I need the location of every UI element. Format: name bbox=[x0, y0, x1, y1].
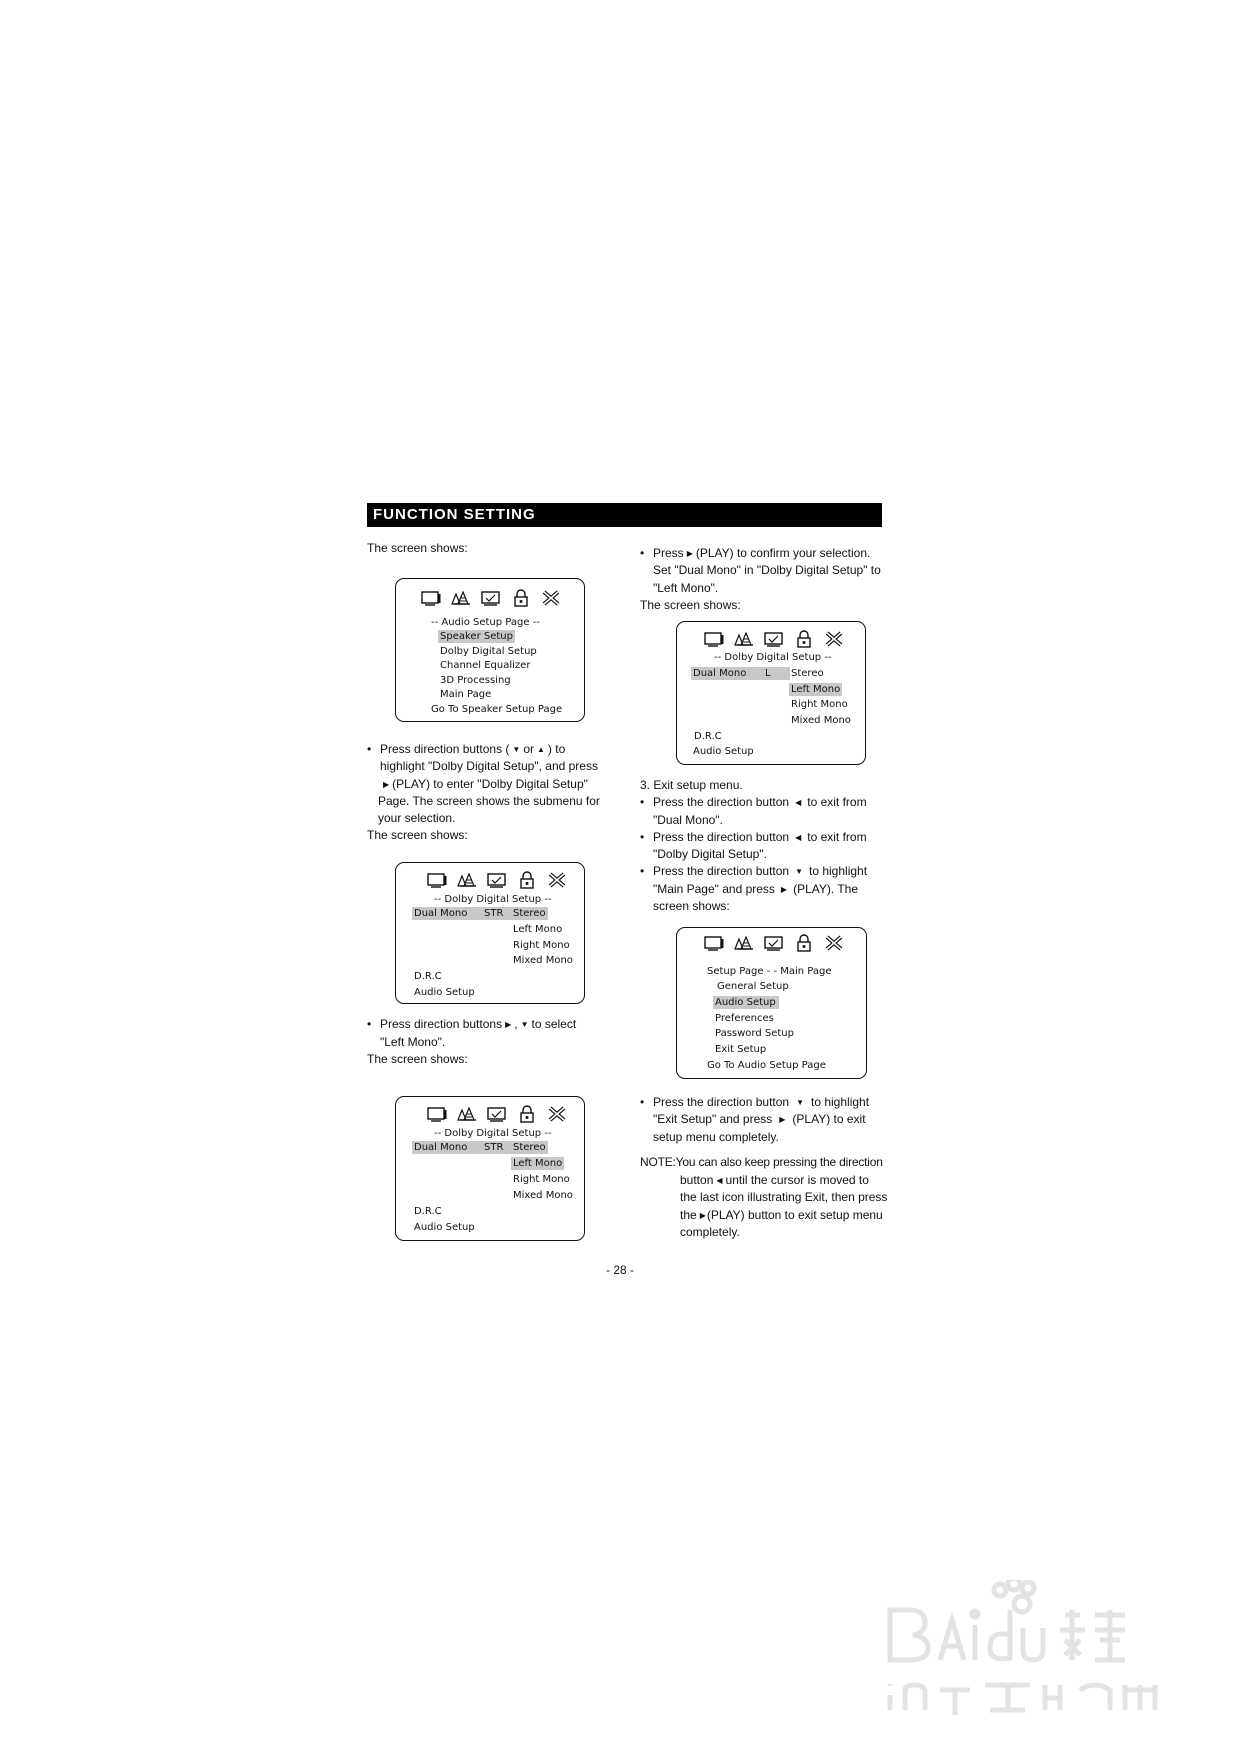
note-line: completely. bbox=[680, 1225, 740, 1239]
osd-screen-audio-setup bbox=[395, 578, 585, 722]
play-arrow-icon: ▶ bbox=[779, 1115, 786, 1125]
osd-row-label[interactable]: Dual Mono bbox=[414, 908, 468, 919]
osd-menu-footer: Audio Setup bbox=[693, 746, 754, 757]
osd-screen-dolby-digital bbox=[395, 862, 585, 1004]
osd-menu-item[interactable]: Channel Equalizer bbox=[440, 660, 531, 671]
lock-icon bbox=[516, 1105, 538, 1123]
bullet-marker: • bbox=[640, 830, 645, 844]
screen-shows-text: The screen shows: bbox=[640, 598, 741, 612]
speaker-icon bbox=[733, 630, 755, 648]
osd-row-value: STR bbox=[484, 908, 504, 919]
lock-icon bbox=[793, 630, 815, 648]
bullet-marker: • bbox=[640, 546, 645, 560]
instruction-line bbox=[653, 1094, 869, 1111]
play-arrow-icon: ▶ bbox=[780, 885, 788, 895]
osd-menu-title: -- Dolby Digital Setup -- bbox=[434, 1128, 552, 1139]
instruction-text: "Main Page" and press bbox=[653, 882, 775, 896]
osd-menu-item[interactable]: Audio Setup bbox=[713, 996, 779, 1009]
osd-menu-footer: Go To Speaker Setup Page bbox=[431, 704, 563, 715]
note-text: until the cursor is moved to bbox=[725, 1173, 869, 1187]
osd-row-value: STR bbox=[484, 1142, 504, 1153]
preferences-icon bbox=[763, 630, 785, 648]
down-arrow-icon: ▼ bbox=[796, 1098, 804, 1108]
instruction-text: to highlight bbox=[809, 864, 868, 878]
instruction-text: Press direction buttons ( bbox=[380, 742, 510, 756]
play-arrow-icon: ▶ bbox=[505, 1020, 512, 1030]
preferences-icon bbox=[480, 589, 502, 607]
instruction-line bbox=[653, 1111, 866, 1128]
osd-screen-main-page bbox=[676, 927, 867, 1079]
note-text: the bbox=[680, 1208, 697, 1222]
instruction-text: Press the direction button bbox=[653, 1095, 790, 1109]
osd-option[interactable]: Right Mono bbox=[791, 699, 848, 710]
bullet-marker: • bbox=[367, 742, 372, 756]
note-line bbox=[680, 1207, 883, 1224]
instruction-text: (PLAY) to confirm your selection. bbox=[695, 546, 871, 560]
speaker-icon bbox=[450, 589, 472, 607]
left-arrow-icon: ◀ bbox=[716, 1176, 723, 1186]
osd-icon-bar bbox=[703, 630, 845, 648]
instruction-line: "Dual Mono". bbox=[653, 813, 723, 827]
instruction-text: to exit from bbox=[807, 795, 867, 809]
instruction-line: Set "Dual Mono" in "Dolby Digital Setup" to bbox=[653, 563, 881, 577]
instruction-line bbox=[653, 545, 870, 562]
osd-menu-item[interactable]: Password Setup bbox=[715, 1028, 794, 1039]
osd-menu-title: Setup Page - - Main Page bbox=[707, 966, 832, 977]
tv-icon bbox=[420, 589, 442, 607]
baidu-watermark-logo bbox=[880, 1580, 1180, 1720]
osd-menu-item[interactable]: Speaker Setup bbox=[440, 631, 513, 642]
down-arrow-icon: ▼ bbox=[512, 745, 521, 755]
note-line: the last icon illustrating Exit, then press bbox=[680, 1190, 888, 1204]
instruction-text: (PLAY) to exit bbox=[792, 1112, 866, 1126]
down-arrow-icon: ▼ bbox=[795, 867, 803, 877]
osd-drc-label[interactable]: D.R.C bbox=[414, 1206, 442, 1217]
osd-menu-title: -- Audio Setup Page -- bbox=[431, 617, 540, 628]
osd-option[interactable]: Mixed Mono bbox=[513, 1190, 573, 1201]
osd-icon-bar bbox=[426, 871, 568, 889]
instruction-text: ) to bbox=[547, 742, 566, 756]
exit-icon bbox=[823, 934, 845, 952]
instruction-text: to select bbox=[531, 1017, 577, 1031]
osd-menu-footer: Audio Setup bbox=[414, 1222, 475, 1233]
osd-icon-bar bbox=[426, 1105, 568, 1123]
instruction-line bbox=[380, 1016, 576, 1033]
tv-icon bbox=[426, 871, 448, 889]
osd-icon-bar bbox=[703, 934, 845, 952]
osd-menu-item[interactable]: General Setup bbox=[717, 981, 789, 992]
osd-option[interactable]: Right Mono bbox=[513, 940, 570, 951]
instruction-text: to exit from bbox=[807, 830, 867, 844]
instruction-text: "Exit Setup" and press bbox=[653, 1112, 773, 1126]
instruction-line bbox=[653, 881, 858, 898]
page-number: - 28 - bbox=[605, 1263, 634, 1277]
instruction-line bbox=[653, 863, 867, 880]
osd-menu-item[interactable]: Preferences bbox=[715, 1013, 774, 1024]
instruction-line bbox=[653, 829, 867, 846]
osd-row-label[interactable]: Dual Mono bbox=[414, 1142, 468, 1153]
osd-menu-footer: Go To Audio Setup Page bbox=[707, 1060, 826, 1071]
instruction-line bbox=[380, 776, 588, 793]
exit-icon bbox=[546, 871, 568, 889]
instruction-line: "Left Mono". bbox=[380, 1035, 446, 1049]
down-arrow-icon: ▼ bbox=[520, 1020, 529, 1030]
instruction-line: Page. The screen shows the submenu for bbox=[378, 794, 600, 808]
up-arrow-icon: ▲ bbox=[537, 745, 545, 755]
osd-option[interactable]: Stereo bbox=[791, 668, 824, 679]
screen-shows-text: The screen shows: bbox=[367, 828, 468, 842]
tv-icon bbox=[703, 934, 725, 952]
speaker-icon bbox=[456, 1105, 478, 1123]
left-arrow-icon: ◀ bbox=[795, 798, 802, 808]
instruction-line bbox=[653, 794, 867, 811]
osd-screen-dolby-digital-confirmed bbox=[676, 621, 866, 765]
lock-icon bbox=[793, 934, 815, 952]
tv-icon bbox=[703, 630, 725, 648]
instruction-text: Press the direction button bbox=[653, 795, 790, 809]
section-title: FUNCTION SETTING bbox=[367, 503, 882, 527]
instruction-text: , bbox=[514, 1017, 518, 1031]
instruction-text: Press the direction button bbox=[653, 830, 790, 844]
screen-shows-text: The screen shows: bbox=[367, 1052, 468, 1066]
osd-option[interactable]: Left Mono bbox=[513, 1158, 563, 1169]
bullet-marker: • bbox=[640, 1095, 645, 1109]
tv-icon bbox=[426, 1105, 448, 1123]
lock-icon bbox=[516, 871, 538, 889]
lock-icon bbox=[510, 589, 532, 607]
step-heading: 3. Exit setup menu. bbox=[640, 778, 743, 792]
left-arrow-icon: ◀ bbox=[795, 833, 802, 843]
instruction-line: "Dolby Digital Setup". bbox=[653, 847, 767, 861]
preferences-icon bbox=[486, 871, 508, 889]
instruction-line: screen shows: bbox=[653, 899, 730, 913]
osd-menu-footer: Audio Setup bbox=[414, 987, 475, 998]
bullet-marker: • bbox=[640, 864, 645, 878]
note-text: (PLAY) button to exit setup menu bbox=[706, 1208, 883, 1222]
instruction-text: (PLAY) to enter "Dolby Digital Setup" bbox=[392, 777, 588, 791]
osd-menu-title: -- Dolby Digital Setup -- bbox=[714, 652, 832, 663]
instruction-text: Press the direction button bbox=[653, 864, 790, 878]
preferences-icon bbox=[763, 934, 785, 952]
play-arrow-icon: ▶ bbox=[383, 780, 390, 790]
note-text: button bbox=[680, 1173, 714, 1187]
osd-menu-item[interactable]: Dolby Digital Setup bbox=[440, 646, 537, 657]
note-line: NOTE:You can also keep pressing the direction bbox=[640, 1155, 883, 1169]
osd-menu-item[interactable]: 3D Processing bbox=[440, 675, 511, 686]
instruction-text: (PLAY). The bbox=[793, 882, 858, 896]
instruction-line: "Left Mono". bbox=[653, 581, 719, 595]
instruction-line: your selection. bbox=[378, 811, 456, 825]
osd-menu-title: -- Dolby Digital Setup -- bbox=[434, 894, 552, 905]
speaker-icon bbox=[456, 871, 478, 889]
bullet-marker: • bbox=[367, 1017, 372, 1031]
preferences-icon bbox=[486, 1105, 508, 1123]
osd-option[interactable]: Stereo bbox=[511, 1141, 548, 1154]
osd-option[interactable]: Left Mono bbox=[513, 924, 563, 935]
play-arrow-icon: ▶ bbox=[686, 549, 693, 559]
instruction-line: highlight "Dolby Digital Setup", and press bbox=[380, 759, 598, 773]
osd-option[interactable]: Mixed Mono bbox=[791, 715, 851, 726]
exit-icon bbox=[823, 630, 845, 648]
osd-icon-bar bbox=[420, 589, 562, 607]
osd-option[interactable]: Stereo bbox=[511, 907, 548, 920]
speaker-icon bbox=[733, 934, 755, 952]
osd-menu-item[interactable]: Main Page bbox=[440, 689, 492, 700]
instruction-line bbox=[380, 741, 565, 758]
instruction-text: Press direction buttons bbox=[380, 1017, 503, 1031]
intro-text: The screen shows: bbox=[367, 541, 468, 555]
osd-menu-item[interactable]: Exit Setup bbox=[715, 1044, 767, 1055]
osd-option[interactable]: Right Mono bbox=[513, 1174, 570, 1185]
play-arrow-icon: ▶ bbox=[699, 1211, 706, 1221]
osd-screen-dolby-digital-left-mono bbox=[395, 1096, 585, 1241]
instruction-line: setup menu completely. bbox=[653, 1130, 779, 1144]
instruction-text: Press bbox=[653, 546, 684, 560]
osd-option[interactable]: Left Mono bbox=[791, 684, 841, 695]
note-line bbox=[680, 1172, 869, 1189]
instruction-text: or bbox=[523, 742, 534, 756]
osd-option[interactable]: Mixed Mono bbox=[513, 955, 573, 966]
osd-drc-label[interactable]: D.R.C bbox=[694, 731, 722, 742]
bullet-marker: • bbox=[640, 795, 645, 809]
osd-drc-label[interactable]: D.R.C bbox=[414, 971, 442, 982]
exit-icon bbox=[546, 1105, 568, 1123]
osd-row-label[interactable]: Dual Mono bbox=[693, 668, 747, 679]
instruction-text: to highlight bbox=[811, 1095, 870, 1109]
exit-icon bbox=[540, 589, 562, 607]
osd-row-value: L bbox=[765, 668, 771, 679]
